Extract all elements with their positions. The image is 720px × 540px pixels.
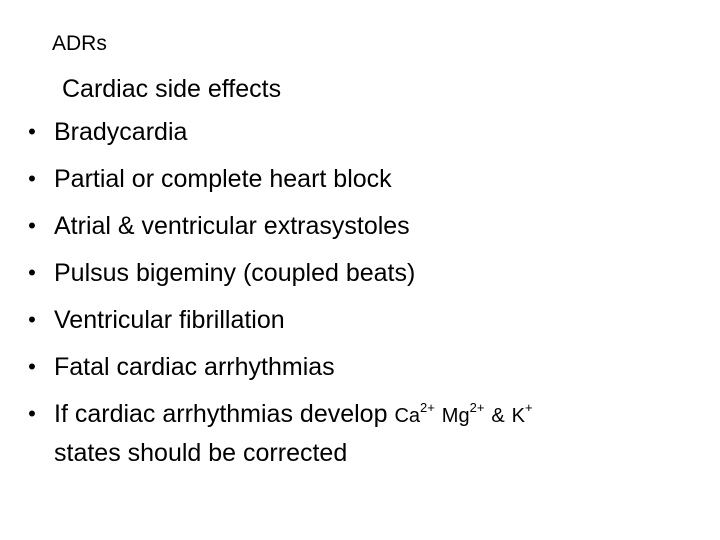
bullet-icon: •: [28, 213, 36, 238]
magnesium-charge: 2+: [469, 400, 485, 415]
bullet-icon: •: [28, 260, 36, 285]
list-item: [22, 210, 702, 257]
slide-subtitle: Cardiac side effects: [62, 75, 282, 103]
bullet-list: [22, 116, 702, 469]
bullet-text-lead: If cardiac arrhythmias develop: [54, 400, 395, 428]
calcium-ion: Ca: [394, 405, 421, 427]
potassium-ion: K: [511, 405, 526, 427]
calcium-charge: 2+: [420, 400, 435, 415]
bullet-text: Bradycardia: [54, 118, 188, 146]
potassium-charge: +: [525, 400, 533, 415]
bullet-icon: •: [28, 166, 36, 191]
list-item: [22, 257, 702, 304]
list-item-electrolytes: [22, 398, 702, 469]
list-item: [22, 116, 702, 163]
bullet-icon: •: [28, 119, 36, 144]
list-item: [22, 351, 702, 398]
bullet-icon: •: [28, 354, 36, 379]
bullet-text: Pulsus bigeminy (coupled beats): [54, 259, 416, 287]
list-item: [22, 304, 702, 351]
bullet-text: Partial or complete heart block: [54, 165, 392, 193]
bullet-text: Ventricular fibrillation: [54, 306, 285, 334]
bullet-text: Fatal cardiac arrhythmias: [54, 353, 335, 381]
bullet-icon: •: [28, 307, 36, 332]
bullet-text-line2: states should be corrected: [54, 439, 348, 467]
slide-title: ADRs: [52, 32, 107, 55]
magnesium-ion: Mg: [441, 405, 470, 427]
list-item: [22, 163, 702, 210]
bullet-icon: •: [28, 401, 36, 426]
bullet-text-line1: [54, 400, 533, 428]
ampersand: &: [491, 405, 505, 427]
bullet-text: Atrial & ventricular extrasystoles: [54, 212, 410, 240]
